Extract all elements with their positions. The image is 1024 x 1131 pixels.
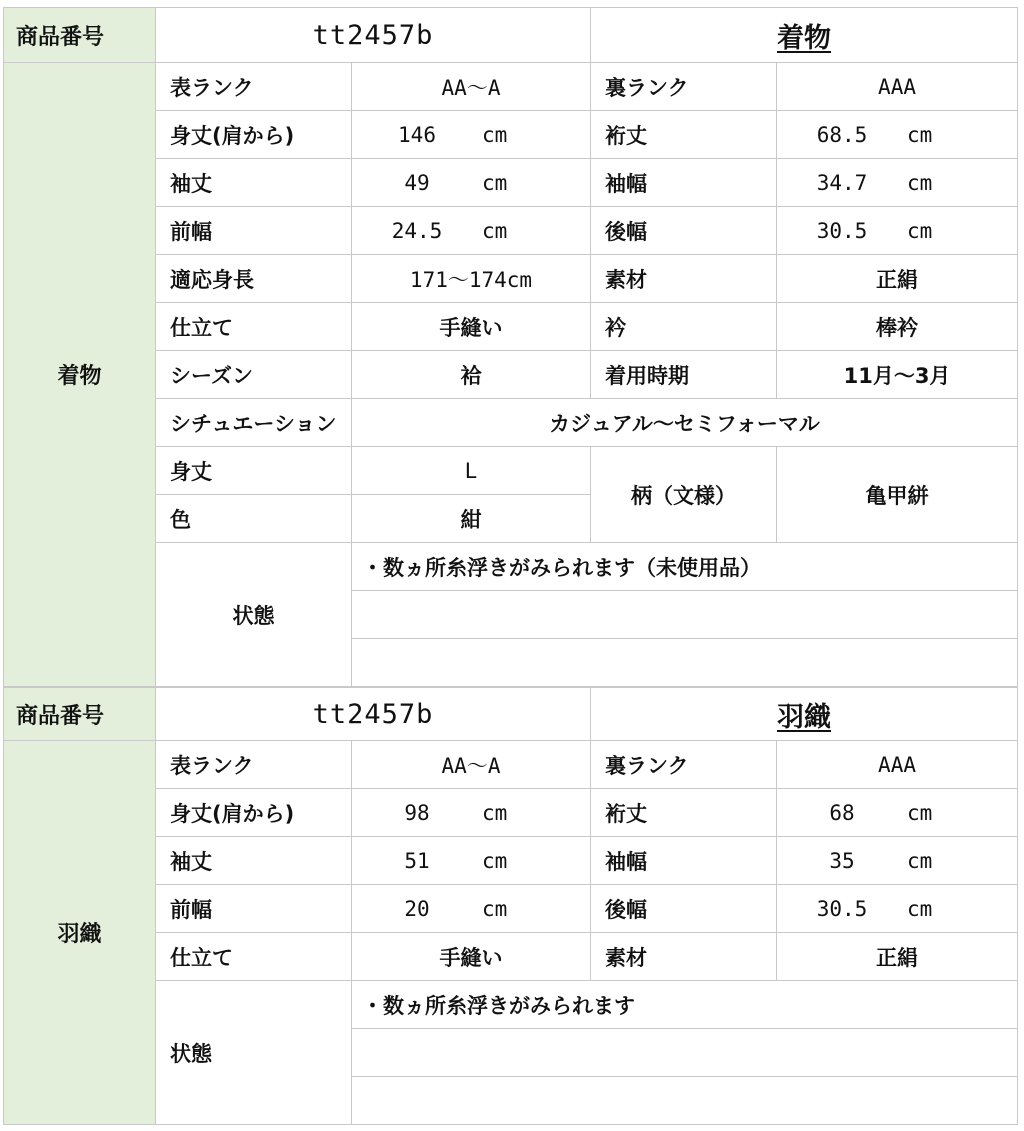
lining-rank-value: AAA	[777, 741, 1018, 789]
season-value: 袷	[352, 351, 591, 399]
header-row	[4, 8, 1018, 63]
category-title: 羽織	[591, 688, 1018, 741]
category-title: 着物	[591, 8, 1018, 63]
front-rank-label: 表ランク	[156, 63, 352, 111]
table-row	[4, 111, 1018, 159]
table-row	[4, 399, 1018, 447]
front-rank-label: 表ランク	[156, 741, 352, 789]
front-width-label: 前幅	[156, 885, 352, 933]
sleeve-length-value: 51 cm	[352, 837, 591, 885]
group-label: 羽織	[4, 741, 156, 1125]
sleeve-width-label: 袖幅	[591, 837, 777, 885]
front-rank-value: AA～A	[352, 741, 591, 789]
front-width-value: 20 cm	[352, 885, 591, 933]
table-row	[4, 303, 1018, 351]
table-row	[4, 837, 1018, 885]
size-value: L	[352, 447, 591, 495]
table-row	[4, 741, 1018, 789]
sleeve-width-label: 袖幅	[591, 159, 777, 207]
situation-label: シチュエーション	[156, 399, 352, 447]
table-row	[4, 255, 1018, 303]
table-row	[4, 981, 1018, 1029]
condition-note: ・数ヵ所糸浮きがみられます（未使用品）	[352, 543, 1018, 591]
product-number-label: 商品番号	[4, 8, 156, 63]
table-row	[4, 447, 1018, 495]
sleeve-length-label: 袖丈	[156, 159, 352, 207]
front-rank-value: AA～A	[352, 63, 591, 111]
table-row	[4, 933, 1018, 981]
condition-label: 状態	[156, 981, 352, 1125]
season-label: シーズン	[156, 351, 352, 399]
lining-rank-value: AAA	[777, 63, 1018, 111]
material-label: 素材	[591, 933, 777, 981]
material-value: 正絹	[777, 255, 1018, 303]
table-row	[4, 885, 1018, 933]
table-row	[4, 63, 1018, 111]
table-row	[4, 543, 1018, 591]
tailoring-label: 仕立て	[156, 933, 352, 981]
table-row	[4, 159, 1018, 207]
front-width-label: 前幅	[156, 207, 352, 255]
product-number-label: 商品番号	[4, 688, 156, 741]
length-value: 146 cm	[352, 111, 591, 159]
table-row	[4, 207, 1018, 255]
material-label: 素材	[591, 255, 777, 303]
back-width-label: 後幅	[591, 207, 777, 255]
tailoring-label: 仕立て	[156, 303, 352, 351]
color-value: 紺	[352, 495, 591, 543]
length-value: 98 cm	[352, 789, 591, 837]
length-label: 身丈(肩から)	[156, 789, 352, 837]
condition-note	[352, 591, 1018, 639]
sleeve-length-value: 49 cm	[352, 159, 591, 207]
yuki-label: 裄丈	[591, 111, 777, 159]
back-width-label: 後幅	[591, 885, 777, 933]
lining-rank-label: 裏ランク	[591, 63, 777, 111]
condition-note	[352, 1077, 1018, 1125]
material-value: 正絹	[777, 933, 1018, 981]
sleeve-length-label: 袖丈	[156, 837, 352, 885]
height-fit-label: 適応身長	[156, 255, 352, 303]
condition-note	[352, 1029, 1018, 1077]
front-width-value: 24.5 cm	[352, 207, 591, 255]
haori-spec-table	[3, 687, 1018, 1125]
tailoring-value: 手縫い	[352, 303, 591, 351]
collar-label: 衿	[591, 303, 777, 351]
sleeve-width-value: 34.7 cm	[777, 159, 1018, 207]
height-fit-value: 171～174cm	[352, 255, 591, 303]
tailoring-value: 手縫い	[352, 933, 591, 981]
back-width-value: 30.5 cm	[777, 885, 1018, 933]
yuki-value: 68.5 cm	[777, 111, 1018, 159]
situation-value: カジュアル～セミフォーマル	[352, 399, 1018, 447]
table-row	[4, 789, 1018, 837]
pattern-value: 亀甲絣	[777, 447, 1018, 543]
product-code: tt2457b	[156, 8, 591, 63]
yuki-label: 裄丈	[591, 789, 777, 837]
lining-rank-label: 裏ランク	[591, 741, 777, 789]
sleeve-width-value: 35 cm	[777, 837, 1018, 885]
table-row	[4, 351, 1018, 399]
header-row	[4, 688, 1018, 741]
yuki-value: 68 cm	[777, 789, 1018, 837]
group-label: 着物	[4, 63, 156, 687]
back-width-value: 30.5 cm	[777, 207, 1018, 255]
size-label: 身丈	[156, 447, 352, 495]
condition-note: ・数ヵ所糸浮きがみられます	[352, 981, 1018, 1029]
wearing-period-label: 着用時期	[591, 351, 777, 399]
wearing-period-value: 11月～3月	[777, 351, 1018, 399]
length-label: 身丈(肩から)	[156, 111, 352, 159]
kimono-spec-table	[3, 7, 1018, 687]
pattern-label: 柄（文様）	[591, 447, 777, 543]
product-code: tt2457b	[156, 688, 591, 741]
color-label: 色	[156, 495, 352, 543]
collar-value: 棒衿	[777, 303, 1018, 351]
condition-note	[352, 639, 1018, 687]
condition-label: 状態	[156, 543, 352, 687]
